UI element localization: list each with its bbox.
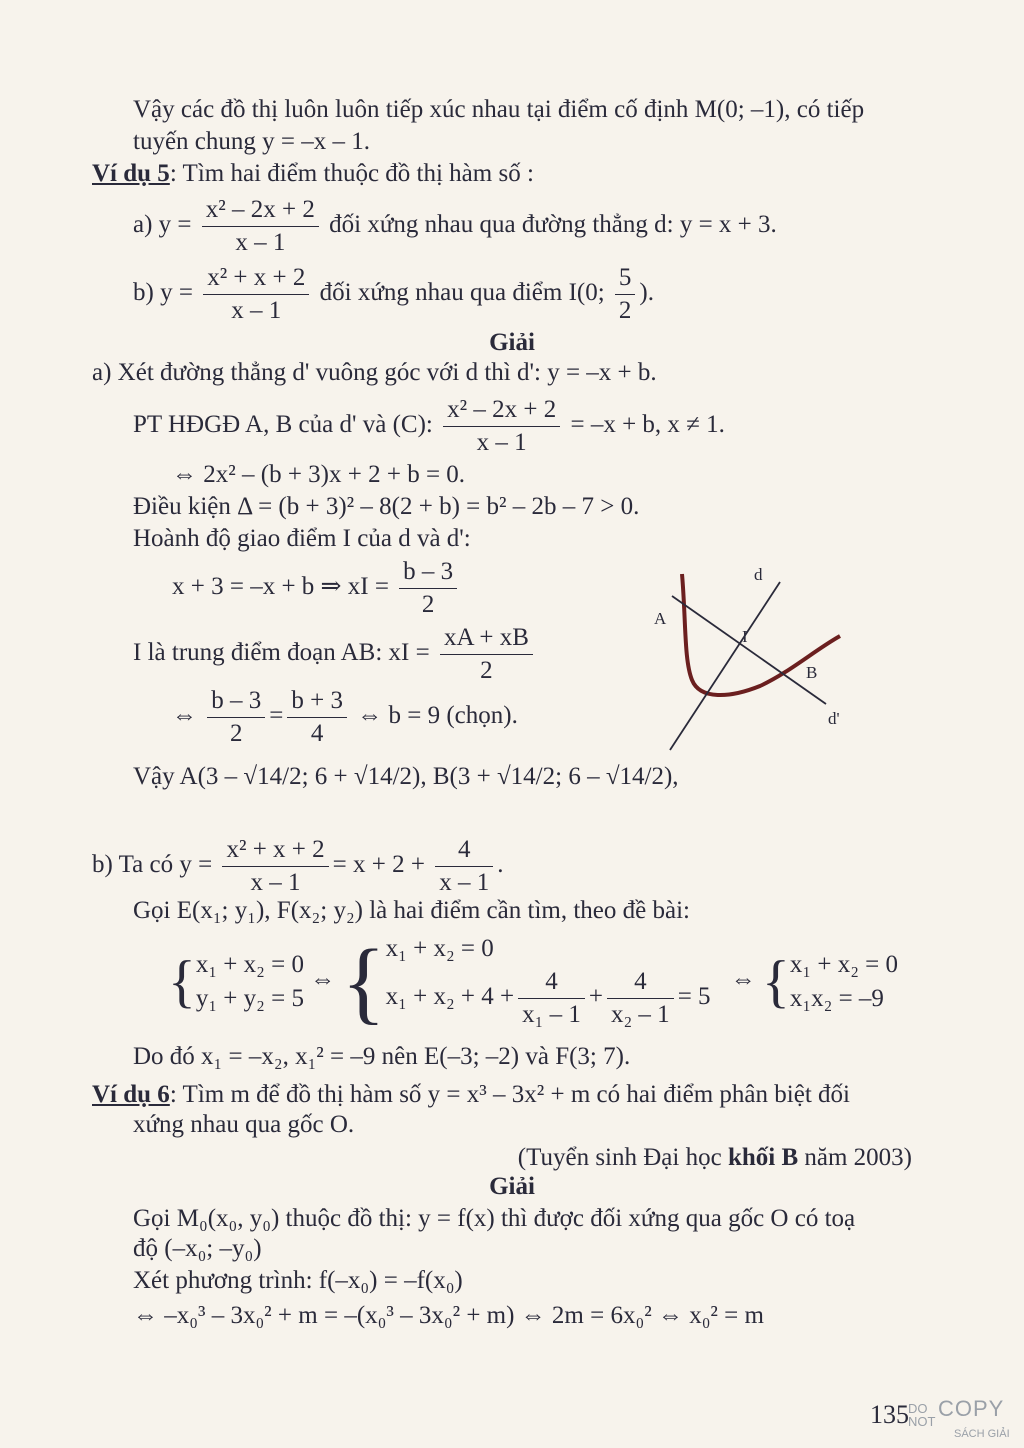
equation-prefix: PT HĐGĐ A, B của d' và (C): bbox=[133, 411, 433, 439]
fraction bbox=[518, 966, 585, 1031]
watermark-text: NOT bbox=[908, 1414, 936, 1429]
citation-text: năm 2003) bbox=[798, 1144, 912, 1171]
example-label: Ví dụ 5 bbox=[92, 160, 170, 187]
label-B: B bbox=[806, 663, 818, 682]
brace: { bbox=[341, 930, 386, 1033]
label-I: I bbox=[742, 627, 748, 646]
example-5-heading bbox=[92, 159, 534, 189]
denominator: x – 1 bbox=[250, 869, 301, 896]
text-line: ⇔ 2x² – (b + 3)x + 2 + b = 0. bbox=[172, 461, 466, 488]
watermark-text: DO bbox=[908, 1401, 928, 1416]
formula-prefix: b) y = bbox=[133, 279, 193, 307]
system-row: x₁ + x₂ = 0 bbox=[385, 935, 494, 962]
equation-line bbox=[172, 685, 518, 750]
equivalence-symbol: ⇔ bbox=[310, 966, 336, 994]
solution-heading: Giải bbox=[489, 1173, 535, 1200]
fraction bbox=[443, 394, 560, 459]
watermark-text: SÁCH GIẢI bbox=[954, 1428, 1010, 1440]
denominator: x – 1 bbox=[231, 297, 282, 324]
numerator: b + 3 bbox=[287, 685, 347, 718]
text-line: Do đó x₁ = –x₂, x₁² = –9 nên E(–3; –2) và F(3; 7). bbox=[133, 1043, 631, 1070]
text-line: Điều kiện Δ = (b + 3)² – 8(2 + b) = b² – 2b – 7 > 0. bbox=[133, 493, 640, 520]
equation-suffix: . bbox=[497, 851, 504, 879]
example-6-heading bbox=[92, 1080, 850, 1110]
text-line: Vậy A(3 – √14/2; 6 + √14/2), B(3 + √14/2; 6 – √14/2), bbox=[133, 763, 679, 790]
numerator: 4 bbox=[518, 966, 585, 999]
system bbox=[386, 932, 711, 1031]
system-row: x₁ + x₂ = 0 bbox=[789, 950, 899, 978]
formula-prefix: a) y = bbox=[133, 211, 192, 239]
formula-b bbox=[133, 262, 654, 327]
fraction bbox=[440, 622, 533, 687]
text-line: Gọi E(x₁; y₁), F(x₂; y₂) là hai điểm cần tìm, theo đề bài: bbox=[133, 897, 690, 924]
text-line: tuyến chung y = –x – 1. bbox=[133, 128, 370, 155]
denominator: x₁ – 1 bbox=[522, 1001, 581, 1028]
equation-suffix: ⇔ b = 9 (chọn). bbox=[357, 702, 518, 730]
system-row bbox=[386, 966, 711, 1031]
graph-figure bbox=[640, 560, 880, 760]
page-number: 135 bbox=[870, 1400, 909, 1429]
text-line: xứng nhau qua gốc O. bbox=[133, 1111, 355, 1138]
equivalence-symbol: ⇔ bbox=[730, 966, 756, 994]
brace: { bbox=[168, 948, 196, 1014]
denominator: 2 bbox=[421, 591, 435, 618]
text-line: độ (–x₀; –y₀) bbox=[133, 1235, 262, 1262]
denominator: x – 1 bbox=[439, 869, 490, 896]
numerator: 4 bbox=[435, 834, 493, 867]
numerator: x² – 2x + 2 bbox=[202, 194, 319, 227]
numerator: x² + x + 2 bbox=[222, 834, 328, 867]
text-line: a) Xét đường thẳng d' vuông góc với d thì d': y = –x + b. bbox=[92, 359, 657, 386]
label-d-prime: d' bbox=[828, 709, 840, 728]
text-line: Hoành độ giao điểm I của d và d': bbox=[133, 525, 471, 552]
numerator: x² – 2x + 2 bbox=[443, 394, 560, 427]
denominator: x – 1 bbox=[476, 429, 527, 456]
equation-line bbox=[92, 834, 503, 899]
fraction bbox=[435, 834, 493, 899]
equation-line bbox=[133, 622, 537, 687]
fraction bbox=[615, 262, 636, 327]
fraction bbox=[287, 685, 347, 750]
equation-prefix: x + 3 = –x + b ⇒ xI = bbox=[172, 573, 389, 601]
denominator: 4 bbox=[310, 720, 324, 747]
equation-suffix: = –x + b, x ≠ 1. bbox=[570, 411, 725, 439]
fraction bbox=[203, 262, 309, 327]
numerator: 4 bbox=[607, 966, 674, 999]
denominator: x – 1 bbox=[235, 229, 286, 256]
numerator: b – 3 bbox=[399, 556, 457, 589]
system bbox=[790, 948, 898, 1016]
equivalence-symbol: ⇔ bbox=[172, 702, 197, 730]
label-d: d bbox=[754, 565, 763, 584]
formula-a bbox=[133, 194, 777, 259]
fraction bbox=[202, 194, 319, 259]
label-A: A bbox=[654, 609, 667, 628]
equation-prefix: I là trung điểm đoạn AB: xI = bbox=[133, 639, 430, 667]
equation-line bbox=[172, 556, 461, 621]
denominator: 2 bbox=[618, 297, 632, 324]
solution-heading: Giải bbox=[489, 329, 535, 356]
fraction bbox=[207, 685, 265, 750]
example-text: : Tìm m để đồ thị hàm số y = x³ – 3x² + m có hai điểm phân biệt đối bbox=[169, 1081, 850, 1108]
text-line: Gọi M₀(x₀, y₀) thuộc đồ thị: y = f(x) thì được đối xứng qua gốc O có toạ bbox=[133, 1205, 856, 1232]
text-line: ⇔ –x₀³ – 3x₀² + m = –(x₀³ – 3x₀² + m) ⇔ 2m = 6x₀² ⇔ x₀² = m bbox=[133, 1302, 764, 1329]
system bbox=[196, 948, 304, 1016]
row-prefix: x₁ + x₂ + 4 + bbox=[385, 983, 515, 1011]
fraction bbox=[607, 966, 674, 1031]
numerator: x² + x + 2 bbox=[203, 262, 309, 295]
numerator: 5 bbox=[615, 262, 636, 295]
system-of-equations bbox=[168, 932, 898, 1031]
plus-symbol: + bbox=[588, 983, 603, 1011]
row-suffix: = 5 bbox=[677, 983, 711, 1011]
equation-middle: = x + 2 + bbox=[332, 851, 425, 879]
fraction bbox=[399, 556, 457, 621]
equation-prefix: b) Ta có y = bbox=[92, 851, 213, 879]
source-citation bbox=[518, 1143, 912, 1173]
system-row: x₁x₂ = –9 bbox=[789, 984, 884, 1012]
system-row: y₁ + y₂ = 5 bbox=[195, 984, 304, 1012]
brace: { bbox=[762, 948, 790, 1014]
watermark-text: COPY bbox=[938, 1396, 1005, 1421]
equals-symbol: = bbox=[269, 702, 284, 730]
example-text: : Tìm hai điểm thuộc đồ thị hàm số : bbox=[169, 160, 534, 187]
text-line: Xét phương trình: f(–x₀) = –f(x₀) bbox=[133, 1267, 463, 1294]
formula-suffix: đối xứng nhau qua đường thẳng d: y = x + 3. bbox=[329, 211, 777, 239]
citation-text: (Tuyển sinh Đại học bbox=[517, 1144, 728, 1171]
fraction bbox=[222, 834, 328, 899]
formula-suffix: đối xứng nhau qua điểm I(0; bbox=[319, 279, 605, 307]
numerator: xA + xB bbox=[440, 622, 533, 655]
denominator: 2 bbox=[480, 657, 493, 684]
text-line: Vậy các đồ thị luôn luôn tiếp xúc nhau tại điểm cố định M(0; –1), có tiếp bbox=[133, 96, 865, 123]
example-label: Ví dụ 6 bbox=[92, 1081, 170, 1108]
system-row: x₁ + x₂ = 0 bbox=[195, 950, 304, 978]
numerator: b – 3 bbox=[207, 685, 265, 718]
denominator: x₂ – 1 bbox=[610, 1001, 670, 1028]
citation-bold: khối B bbox=[727, 1144, 799, 1171]
equation-line bbox=[133, 394, 725, 459]
denominator: 2 bbox=[230, 720, 243, 747]
formula-close: ). bbox=[639, 279, 654, 307]
